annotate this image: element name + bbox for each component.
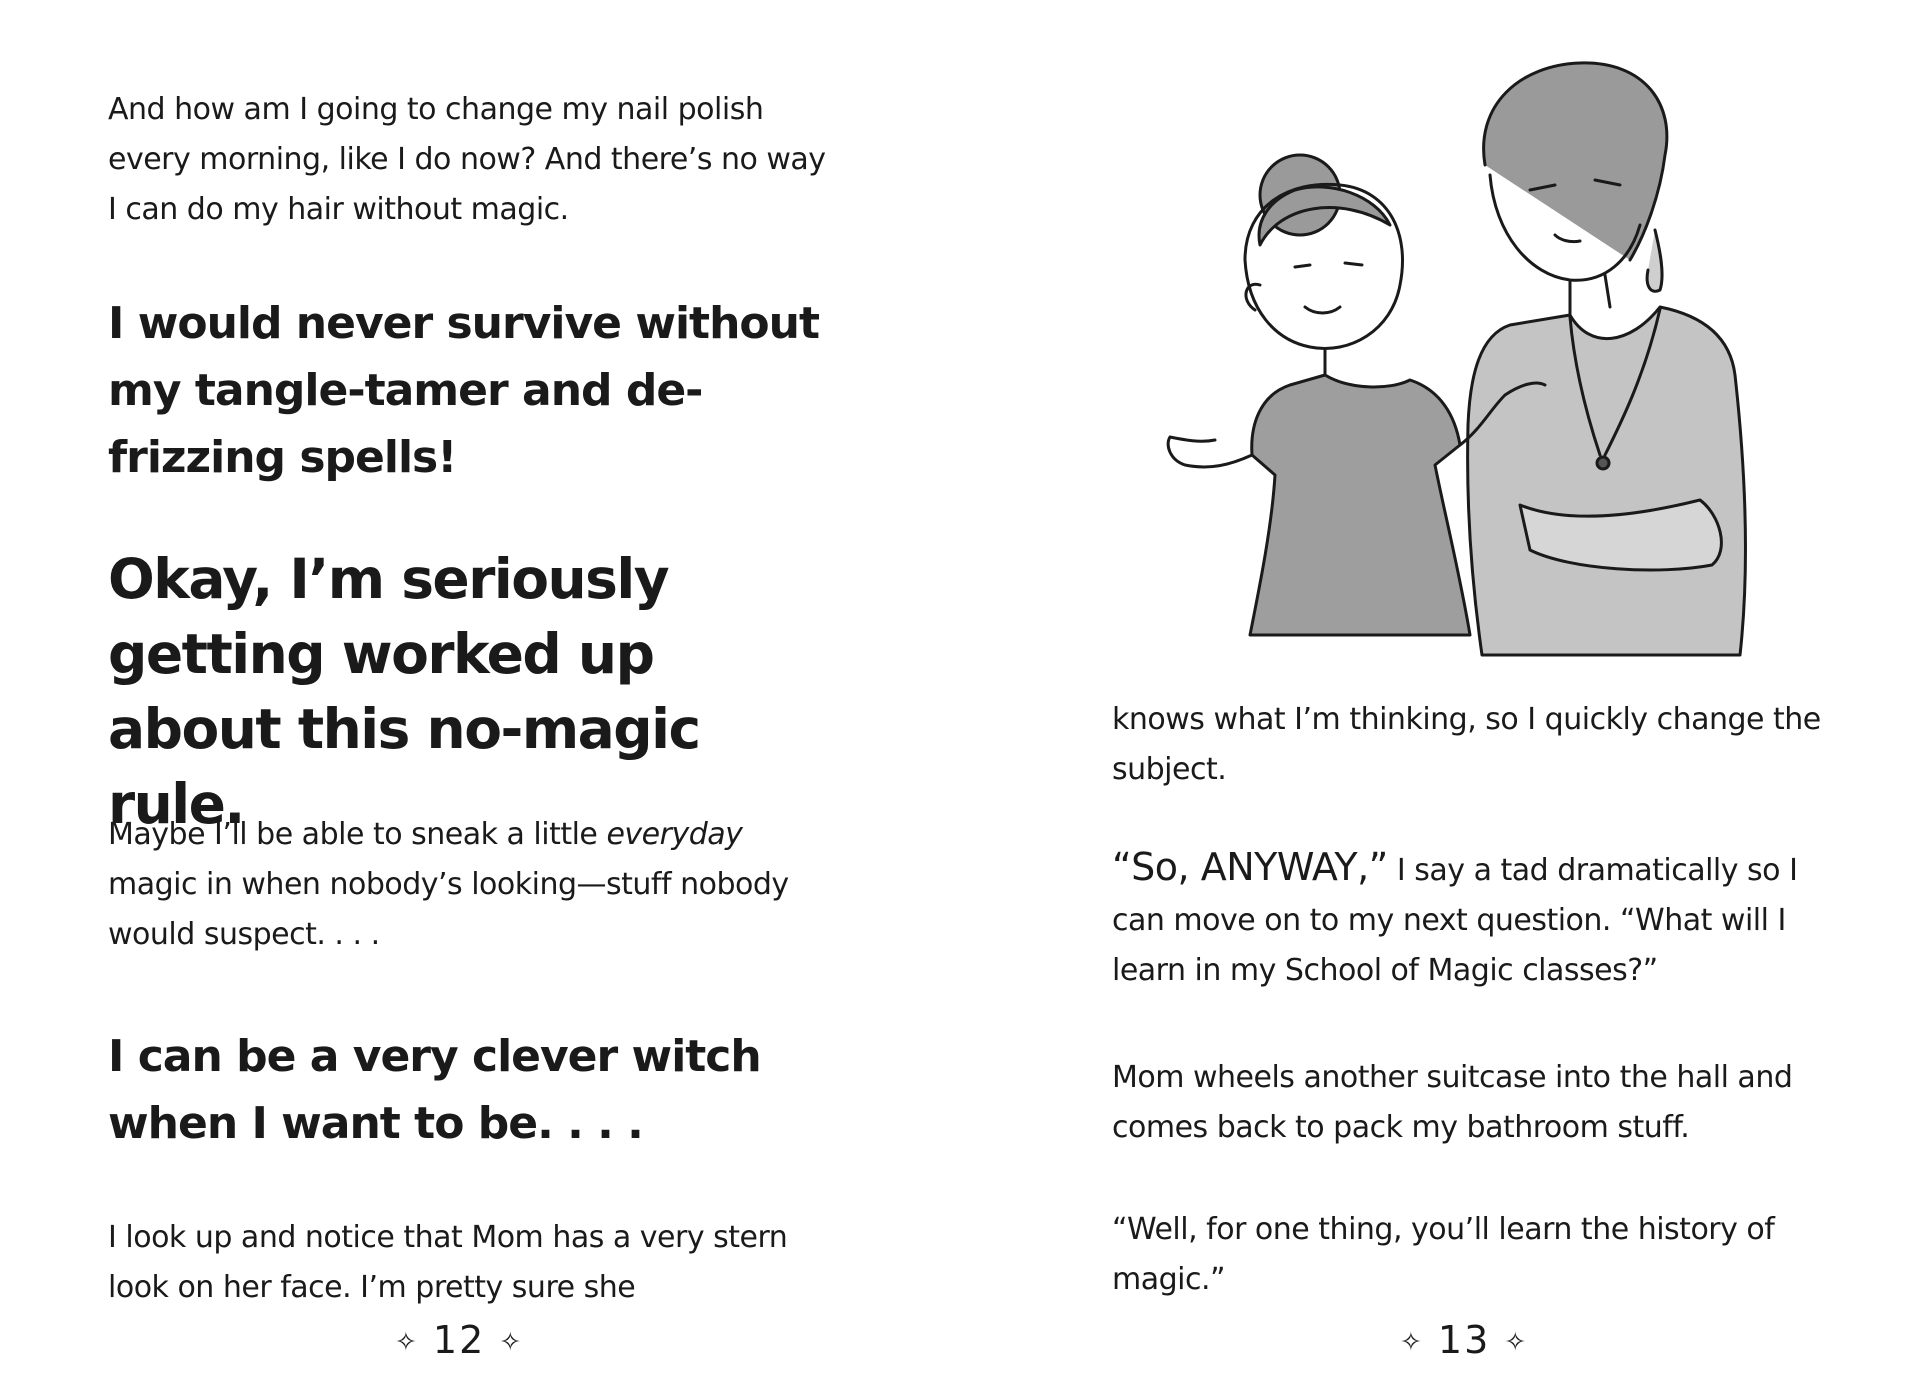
page-number-footer (395, 1310, 523, 1373)
right-page (960, 0, 1921, 1396)
text-run: I say a tad dramatically so I can move on to my next question. “What will I learn in my School of Magic classes?” (1112, 853, 1798, 988)
star-ornament-icon: ✧ (1400, 1327, 1424, 1358)
paragraph: And how am I going to change my nail polish every morning, like I do now? And there’s no way I can do my hair without magic. (108, 92, 826, 227)
left-page (0, 0, 960, 1396)
star-ornament-icon: ✧ (1504, 1327, 1529, 1358)
paragraph: “Well, for one thing, you’ll learn the history of magic.” (1112, 1212, 1775, 1297)
mom-and-daughter-illustration (1100, 45, 1780, 665)
paragraph: knows what I’m thinking, so I quickly change the subject. (1112, 702, 1821, 787)
page-number: 12 (432, 1318, 486, 1362)
paragraph (108, 810, 838, 960)
emphasis-paragraph: Okay, I’m seriously getting worked up about this no-magic rule. (108, 547, 700, 836)
star-ornament-icon: ✧ (499, 1327, 524, 1358)
page-number: 13 (1437, 1318, 1491, 1362)
text-run: Maybe I’ll be able to sneak a little (108, 817, 607, 852)
star-ornament-icon: ✧ (395, 1327, 419, 1358)
emphasis-paragraph: I can be a very clever witch when I want to be. . . . (108, 1031, 761, 1149)
paragraph (1112, 842, 1852, 996)
shouted-quote: “So, ANYWAY,” (1112, 845, 1388, 889)
page-number-footer (1400, 1310, 1528, 1373)
text-run: magic in when nobody’s looking—stuff nobody would suspect. . . . (108, 867, 789, 952)
paragraph: Mom wheels another suitcase into the hall and comes back to pack my bathroom stuff. (1112, 1060, 1793, 1145)
paragraph: I look up and notice that Mom has a very stern look on her face. I’m pretty sure she (108, 1220, 788, 1305)
italic-word: everyday (606, 817, 743, 852)
emphasis-paragraph: I would never survive without my tangle-tamer and de-frizzing spells! (108, 298, 819, 483)
